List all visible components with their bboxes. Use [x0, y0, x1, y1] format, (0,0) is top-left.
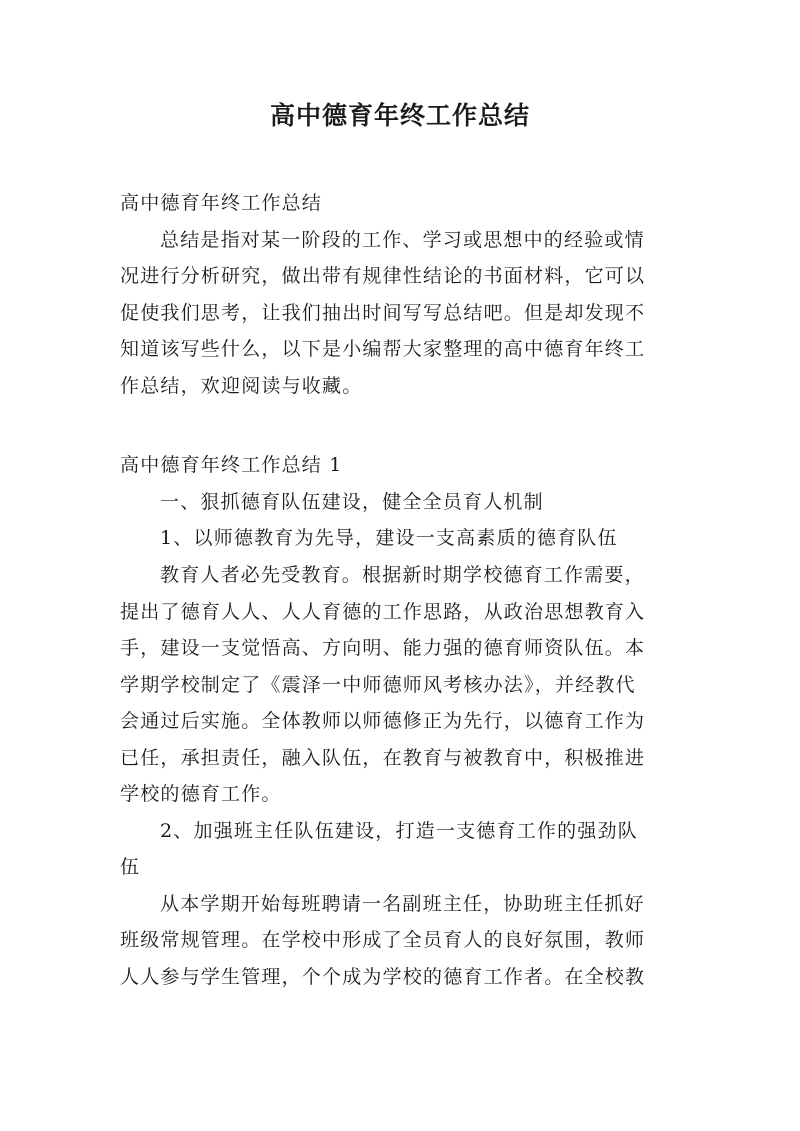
item1-line-4: 学期学校制定了《震泽一中师德师风考核办法》，并经教代	[120, 674, 636, 696]
section-heading: 高中德育年终工作总结 1	[120, 454, 343, 476]
item1-line-6: 已任，承担责任，融入队伍，在教育与被教育中，积极推进	[120, 747, 646, 769]
item1-heading: 1、以师德教育为先导，建设一支高素质的德育队伍	[160, 527, 618, 549]
item1-line-5: 会通过后实施。全体教师以师德修正为先行，以德育工作为	[120, 710, 646, 732]
item2-line-3: 人人参与学生管理，个个成为学校的德育工作者。在全校教	[120, 966, 646, 988]
item2-line-1: 从本学期开始每班聘请一名副班主任，协助班主任抓好	[160, 893, 645, 915]
item1-line-2: 提出了德育人人、人人育德的工作思路，从政治思想教育入	[120, 601, 646, 623]
document-subtitle: 高中德育年终工作总结	[120, 192, 323, 214]
item2-heading-line-2: 伍	[120, 856, 141, 878]
item2-line-2: 班级常规管理。在学校中形成了全员育人的良好氛围，教师	[120, 929, 646, 951]
document-title: 高中德育年终工作总结	[269, 101, 530, 130]
intro-line-1: 总结是指对某一阶段的工作、学习或思想中的经验或情	[160, 229, 645, 251]
item1-line-3: 手，建设一支觉悟高、方向明、能力强的德育师资队伍。本	[120, 637, 646, 659]
item1-line-7: 学校的德育工作。	[120, 783, 282, 805]
intro-line-2: 况进行分析研究，做出带有规律性结论的书面材料，它可以	[120, 265, 646, 287]
intro-line-4: 知道该写些什么，以下是小编帮大家整理的高中德育年终工	[120, 338, 646, 360]
intro-line-3: 促使我们思考，让我们抽出时间写写总结吧。但是却发现不	[120, 302, 646, 324]
part-heading: 一、狠抓德育队伍建设，健全全员育人机制	[160, 491, 544, 513]
intro-line-5: 作总结，欢迎阅读与收藏。	[120, 375, 363, 397]
item2-heading-line-1: 2、加强班主任队伍建设，打造一支德育工作的强劲队	[160, 820, 638, 842]
item1-line-1: 教育人者必先受教育。根据新时期学校德育工作需要，	[160, 564, 645, 586]
